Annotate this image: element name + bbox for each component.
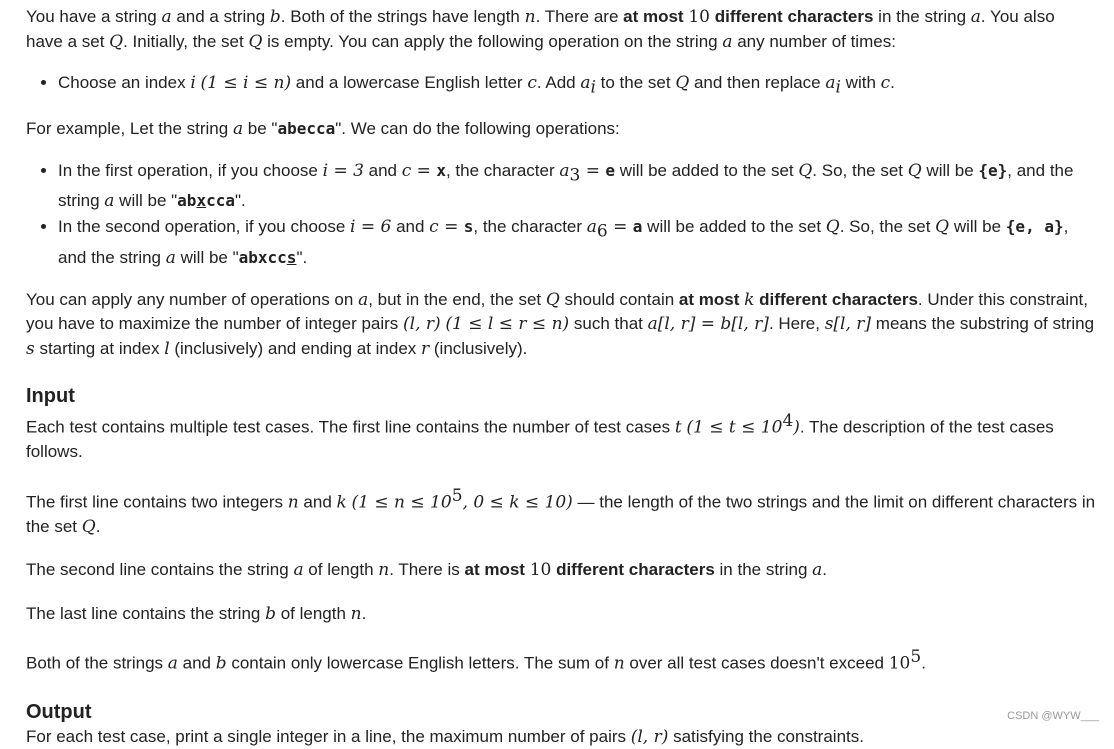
math-expr: i = 6 xyxy=(350,217,392,238)
text: Each test contains multiple test cases. The first line contains the number of test cases xyxy=(26,417,675,437)
math-var: s xyxy=(26,338,35,359)
code-text-underlined: s xyxy=(286,247,297,267)
operation-list xyxy=(26,70,1096,100)
example-bullet-1 xyxy=(58,158,1096,214)
math-num: 10 xyxy=(688,7,710,27)
text: ". xyxy=(234,191,246,211)
math-var: a xyxy=(167,654,178,675)
math-var: a xyxy=(165,247,176,268)
example-bullet-2 xyxy=(58,214,1096,270)
text: . The description of the test cases follows. xyxy=(26,417,1054,462)
text: . Under this constraint, you have to maximize the number of integer pairs xyxy=(26,289,1088,334)
text: . xyxy=(95,516,101,536)
math-var: n xyxy=(613,654,625,675)
math-sup: 5 xyxy=(451,485,463,506)
text: means the substring of string xyxy=(871,314,1095,334)
text: You have a string xyxy=(26,7,162,26)
text: In the second operation, if you choose xyxy=(58,217,351,237)
math-var: a xyxy=(104,191,115,212)
math-expr: = xyxy=(607,217,633,238)
text: Both of the strings xyxy=(26,654,168,674)
math-var: Q xyxy=(81,516,96,537)
math-var: b xyxy=(265,603,276,624)
text: and xyxy=(391,217,430,237)
math-var: a xyxy=(161,7,172,27)
math-var: k xyxy=(336,492,347,513)
text: with xyxy=(840,73,881,92)
text: should contain xyxy=(559,289,679,309)
text: . So, the set xyxy=(839,217,936,237)
code-text: s xyxy=(463,217,474,237)
code-text: a xyxy=(632,217,643,237)
math-expr: (1 ≤ l ≤ r ≤ n) xyxy=(445,314,570,335)
intro-paragraph xyxy=(26,5,1096,54)
math-var: n xyxy=(524,7,536,27)
math-var: a xyxy=(580,73,591,93)
text: The first line contains two integers xyxy=(26,492,288,512)
math-var: Q xyxy=(545,289,560,310)
operation-bullet xyxy=(58,70,1096,100)
text: will be xyxy=(921,160,979,180)
code-text: abxcc xyxy=(238,247,287,267)
example-intro-paragraph xyxy=(26,117,1096,142)
code-text: cca xyxy=(206,191,235,211)
text: and a lowercase English letter xyxy=(291,73,528,92)
bold-text: at most xyxy=(464,560,525,580)
math-var: a xyxy=(825,73,836,93)
text: For example, Let the string xyxy=(26,119,233,139)
input-paragraph-1 xyxy=(26,409,1096,465)
math-var: r xyxy=(421,338,430,359)
math-expr: c = xyxy=(429,217,464,238)
math-sub: 3 xyxy=(569,165,581,186)
math-var: a xyxy=(559,160,570,181)
text: and xyxy=(298,492,337,512)
text: in the string xyxy=(873,7,971,26)
text: satisfying the constraints. xyxy=(668,726,864,746)
math-var: a xyxy=(722,31,733,52)
math-var: b xyxy=(269,7,281,27)
text: of length xyxy=(303,560,379,580)
math-var: Q xyxy=(798,160,813,181)
math-var: Q xyxy=(109,31,124,52)
code-text: {e} xyxy=(978,160,1008,180)
text: . Add xyxy=(536,73,581,92)
output-heading: Output xyxy=(26,700,92,723)
text: ". We can do the following operations: xyxy=(335,119,620,139)
math-sub: i xyxy=(835,77,841,98)
math-var: Q xyxy=(248,31,263,52)
math-var: a xyxy=(586,217,597,238)
math-var: k xyxy=(744,289,755,310)
text: , but in the end, the set xyxy=(368,289,546,309)
math-var: a xyxy=(293,560,304,581)
math-var: i xyxy=(190,73,196,93)
math-expr: (1 ≤ n ≤ 10 xyxy=(351,492,452,513)
input-heading: Input xyxy=(26,385,75,408)
text: The last line contains the string xyxy=(26,603,266,623)
text: (inclusively) and ending at index xyxy=(169,338,422,358)
math-var: b xyxy=(215,654,227,675)
text: will be added to the set xyxy=(615,160,799,180)
input-paragraph-2 xyxy=(26,484,1096,540)
text: will be " xyxy=(175,247,239,267)
text: be " xyxy=(243,119,278,139)
output-paragraph xyxy=(26,725,1096,749)
math-expr: i = 3 xyxy=(322,160,364,181)
math-num: 10 xyxy=(888,654,911,675)
text: For each test case, print a single integer in a line, the maximum number of pairs xyxy=(26,726,631,746)
text: , and the string xyxy=(58,160,1074,211)
math-num: 10 xyxy=(529,560,552,581)
text: and then replace xyxy=(689,73,826,92)
text: . You also have a set xyxy=(26,7,1055,51)
math-expr: c = xyxy=(401,160,437,181)
constraint-paragraph xyxy=(26,288,1096,362)
text: such that xyxy=(569,314,648,334)
bold-text: different characters xyxy=(759,289,918,309)
math-sup: 4 xyxy=(782,411,794,432)
text: contain only lowercase English letters. The sum of xyxy=(226,654,614,674)
text: of length xyxy=(275,603,351,623)
bold-text: different characters xyxy=(556,560,715,580)
math-var: a xyxy=(970,7,981,27)
math-expr: (1 ≤ t ≤ 10 xyxy=(686,417,783,438)
math-sup: 5 xyxy=(910,647,922,668)
math-var: Q xyxy=(825,217,840,238)
math-var: c xyxy=(880,73,891,93)
math-var: a xyxy=(358,289,369,310)
input-paragraph-3 xyxy=(26,558,1096,583)
text: will be xyxy=(949,217,1006,237)
text: (inclusively). xyxy=(429,338,528,358)
text: . xyxy=(361,603,367,623)
bold-text: at most xyxy=(623,7,684,26)
text: ". xyxy=(296,247,308,267)
text: to the set xyxy=(595,73,676,92)
text: You can apply any number of operations on xyxy=(26,289,359,309)
text: . Here, xyxy=(768,314,825,334)
math-expr: = xyxy=(580,160,606,181)
math-var: Q xyxy=(675,73,690,93)
math-var: Q xyxy=(907,160,922,181)
math-var: l xyxy=(164,338,170,359)
code-text: {e, a} xyxy=(1005,217,1064,237)
math-var: n xyxy=(378,560,390,581)
bold-text: at most xyxy=(678,289,740,309)
text: any number of times: xyxy=(732,31,896,51)
example-list xyxy=(26,158,1096,271)
math-expr: s[l, r] xyxy=(824,314,872,335)
math-expr: (l, r) xyxy=(403,314,441,335)
math-expr: (1 ≤ i ≤ n) xyxy=(200,73,292,93)
text: The second line contains the string xyxy=(26,560,294,580)
text: over all test cases doesn't exceed xyxy=(624,654,889,674)
text: in the string xyxy=(714,560,813,580)
problem-statement xyxy=(26,5,1096,749)
math-sub: 6 xyxy=(596,221,608,242)
math-var: n xyxy=(350,603,362,624)
text: . xyxy=(921,654,926,674)
watermark: CSDN @WYW___ xyxy=(1007,710,1099,722)
text: will be added to the set xyxy=(642,217,826,237)
text: and xyxy=(177,654,216,674)
code-text: e xyxy=(605,160,616,180)
text: is empty. You can apply the following operation on the string xyxy=(262,31,723,51)
input-paragraph-4 xyxy=(26,602,1096,627)
text: — the length of the two strings and the limit on different characters in the set xyxy=(26,492,1096,536)
math-expr: ) xyxy=(793,417,800,438)
math-expr: a[l, r] = b[l, r] xyxy=(647,314,769,335)
text: , the character xyxy=(445,160,560,180)
code-text-underlined: x xyxy=(196,191,207,211)
code-text: x xyxy=(436,160,446,180)
text: . xyxy=(822,560,827,580)
text: , the character xyxy=(473,217,587,237)
code-text: ab xyxy=(177,191,197,211)
text: and xyxy=(363,160,402,180)
text: In the first operation, if you choose xyxy=(58,160,323,180)
text: . There is xyxy=(389,560,465,580)
math-var: a xyxy=(232,119,244,140)
math-var: c xyxy=(527,73,537,93)
math-expr: (l, r) xyxy=(630,726,669,747)
math-var: a xyxy=(812,560,823,581)
text: . There are xyxy=(535,7,624,26)
text: will be " xyxy=(114,191,178,211)
bold-text: different characters xyxy=(714,7,874,26)
text: . So, the set xyxy=(812,160,908,180)
text: and a string xyxy=(171,7,270,26)
text: . Initially, the set xyxy=(123,31,249,51)
text: . xyxy=(890,73,895,92)
math-sub: i xyxy=(590,77,596,98)
math-var: n xyxy=(287,492,299,513)
text: starting at index xyxy=(34,338,165,358)
text: , and the string xyxy=(58,217,1069,267)
math-expr: , 0 ≤ k ≤ 10) xyxy=(462,492,573,513)
math-var: Q xyxy=(935,217,950,238)
code-text: abecca xyxy=(277,119,336,139)
input-paragraph-5 xyxy=(26,645,1096,676)
text: . Both of the strings have length xyxy=(280,7,525,26)
math-var: t xyxy=(674,417,682,438)
text: Choose an index xyxy=(58,73,191,92)
